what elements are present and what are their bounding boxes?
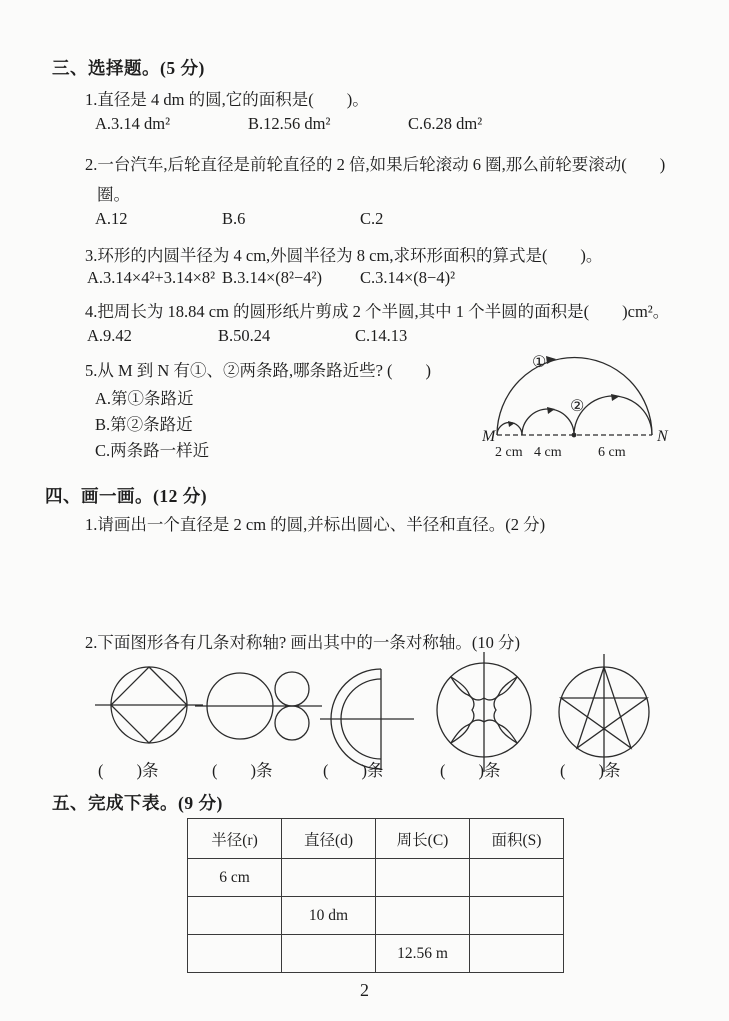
circle-values-table (187, 818, 564, 973)
question-3-text: 3.环形的内圆半径为 4 cm,外圆半径为 8 cm,求环形面积的算式是( )。 (85, 246, 603, 265)
header-radius: 半径(r) (188, 819, 282, 859)
point-m-label: M (482, 428, 496, 445)
symmetry-figure-three-circles (192, 668, 327, 748)
path1-label: ① (532, 354, 547, 371)
header-circumference: 周长(C) (376, 819, 470, 859)
baseline-dot (572, 433, 577, 438)
question-1-option-a: A.3.14 dm² (95, 114, 171, 133)
header-area: 面积(S) (470, 819, 564, 859)
question-1-text: 1.直径是 4 dm 的圆,它的面积是( )。 (85, 90, 369, 109)
axis-count-blank-5: ( )条 (560, 761, 621, 780)
point-n-label: N (657, 428, 668, 445)
question-5-option-b: B.第②条路近 (95, 415, 193, 434)
cell-blank (188, 935, 282, 973)
axis-count-blank-4: ( )条 (440, 761, 501, 780)
cell-blank (470, 935, 564, 973)
axis-count-blank-1: ( )条 (98, 761, 159, 780)
segment-2cm-label: 2 cm (495, 445, 523, 460)
cell-blank (376, 897, 470, 935)
arrow-6cm (611, 394, 620, 401)
table-row (188, 935, 564, 973)
section4-q2-text: 2.下面图形各有几条对称轴? 画出其中的一条对称轴。(10 分) (85, 633, 520, 652)
question-1-option-c: C.6.28 dm² (408, 114, 483, 133)
question-2-text-line2: 圈。 (97, 185, 130, 204)
axis-count-blank-2: ( )条 (212, 761, 273, 780)
question-2-option-c: C.2 (360, 209, 384, 228)
cell-blank (188, 897, 282, 935)
cell-blank (282, 859, 376, 897)
question-4-option-c: C.14.13 (355, 326, 408, 345)
question-3-option-c: C.3.14×(8−4)² (360, 268, 456, 287)
cell-blank (282, 935, 376, 973)
table-row (188, 859, 564, 897)
question-5-option-c: C.两条路一样近 (95, 441, 210, 460)
cell-radius-given: 6 cm (188, 859, 282, 897)
table-row (188, 897, 564, 935)
question-3-option-a: A.3.14×4²+3.14×8² (87, 268, 216, 287)
arc-path1 (497, 358, 652, 436)
section4-q1-text: 1.请画出一个直径是 2 cm 的圆,并标出圆心、半径和直径。(2 分) (85, 515, 546, 534)
path2-label: ② (570, 398, 585, 415)
section5-title: 五、完成下表。(9 分) (52, 793, 223, 813)
arc-6cm (574, 396, 652, 435)
page-number: 2 (360, 980, 369, 1000)
question-1-option-b: B.12.56 dm² (248, 114, 331, 133)
segment-6cm-label: 6 cm (598, 445, 626, 460)
arrow-2cm (508, 421, 515, 427)
question-2-option-a: A.12 (95, 209, 128, 228)
question-4-text: 4.把周长为 18.84 cm 的圆形纸片剪成 2 个半圆,其中 1 个半圆的面积是( )cm²。 (85, 302, 670, 321)
segment-4cm-label: 4 cm (534, 445, 562, 460)
symmetry-figure-circle-square (92, 660, 207, 752)
question-2-text: 2.一台汽车,后轮直径是前轮直径的 2 倍,如果后轮滚动 6 圈,那么前轮要滚动( ) (85, 155, 666, 174)
cell-circumference-given: 12.56 m (376, 935, 470, 973)
axis-count-blank-3: ( )条 (323, 761, 384, 780)
question-5-option-a: A.第①条路近 (95, 389, 194, 408)
table-header-row (188, 819, 564, 859)
header-diameter: 直径(d) (282, 819, 376, 859)
cell-diameter-given: 10 dm (282, 897, 376, 935)
question-4-option-a: A.9.42 (87, 326, 132, 345)
question-3-option-b: B.3.14×(8²−4²) (222, 268, 322, 287)
cell-blank (376, 859, 470, 897)
question-2-option-b: B.6 (222, 209, 246, 228)
semicircle-paths-figure (482, 345, 677, 465)
cell-blank (470, 859, 564, 897)
question-5-text: 5.从 M 到 N 有①、②两条路,哪条路近些? ( ) (85, 361, 432, 380)
section3-title: 三、选择题。(5 分) (52, 58, 205, 78)
section4-title: 四、画一画。(12 分) (45, 486, 208, 506)
arrow-4cm (547, 407, 555, 414)
question-4-option-b: B.50.24 (218, 326, 271, 345)
cell-blank (470, 897, 564, 935)
